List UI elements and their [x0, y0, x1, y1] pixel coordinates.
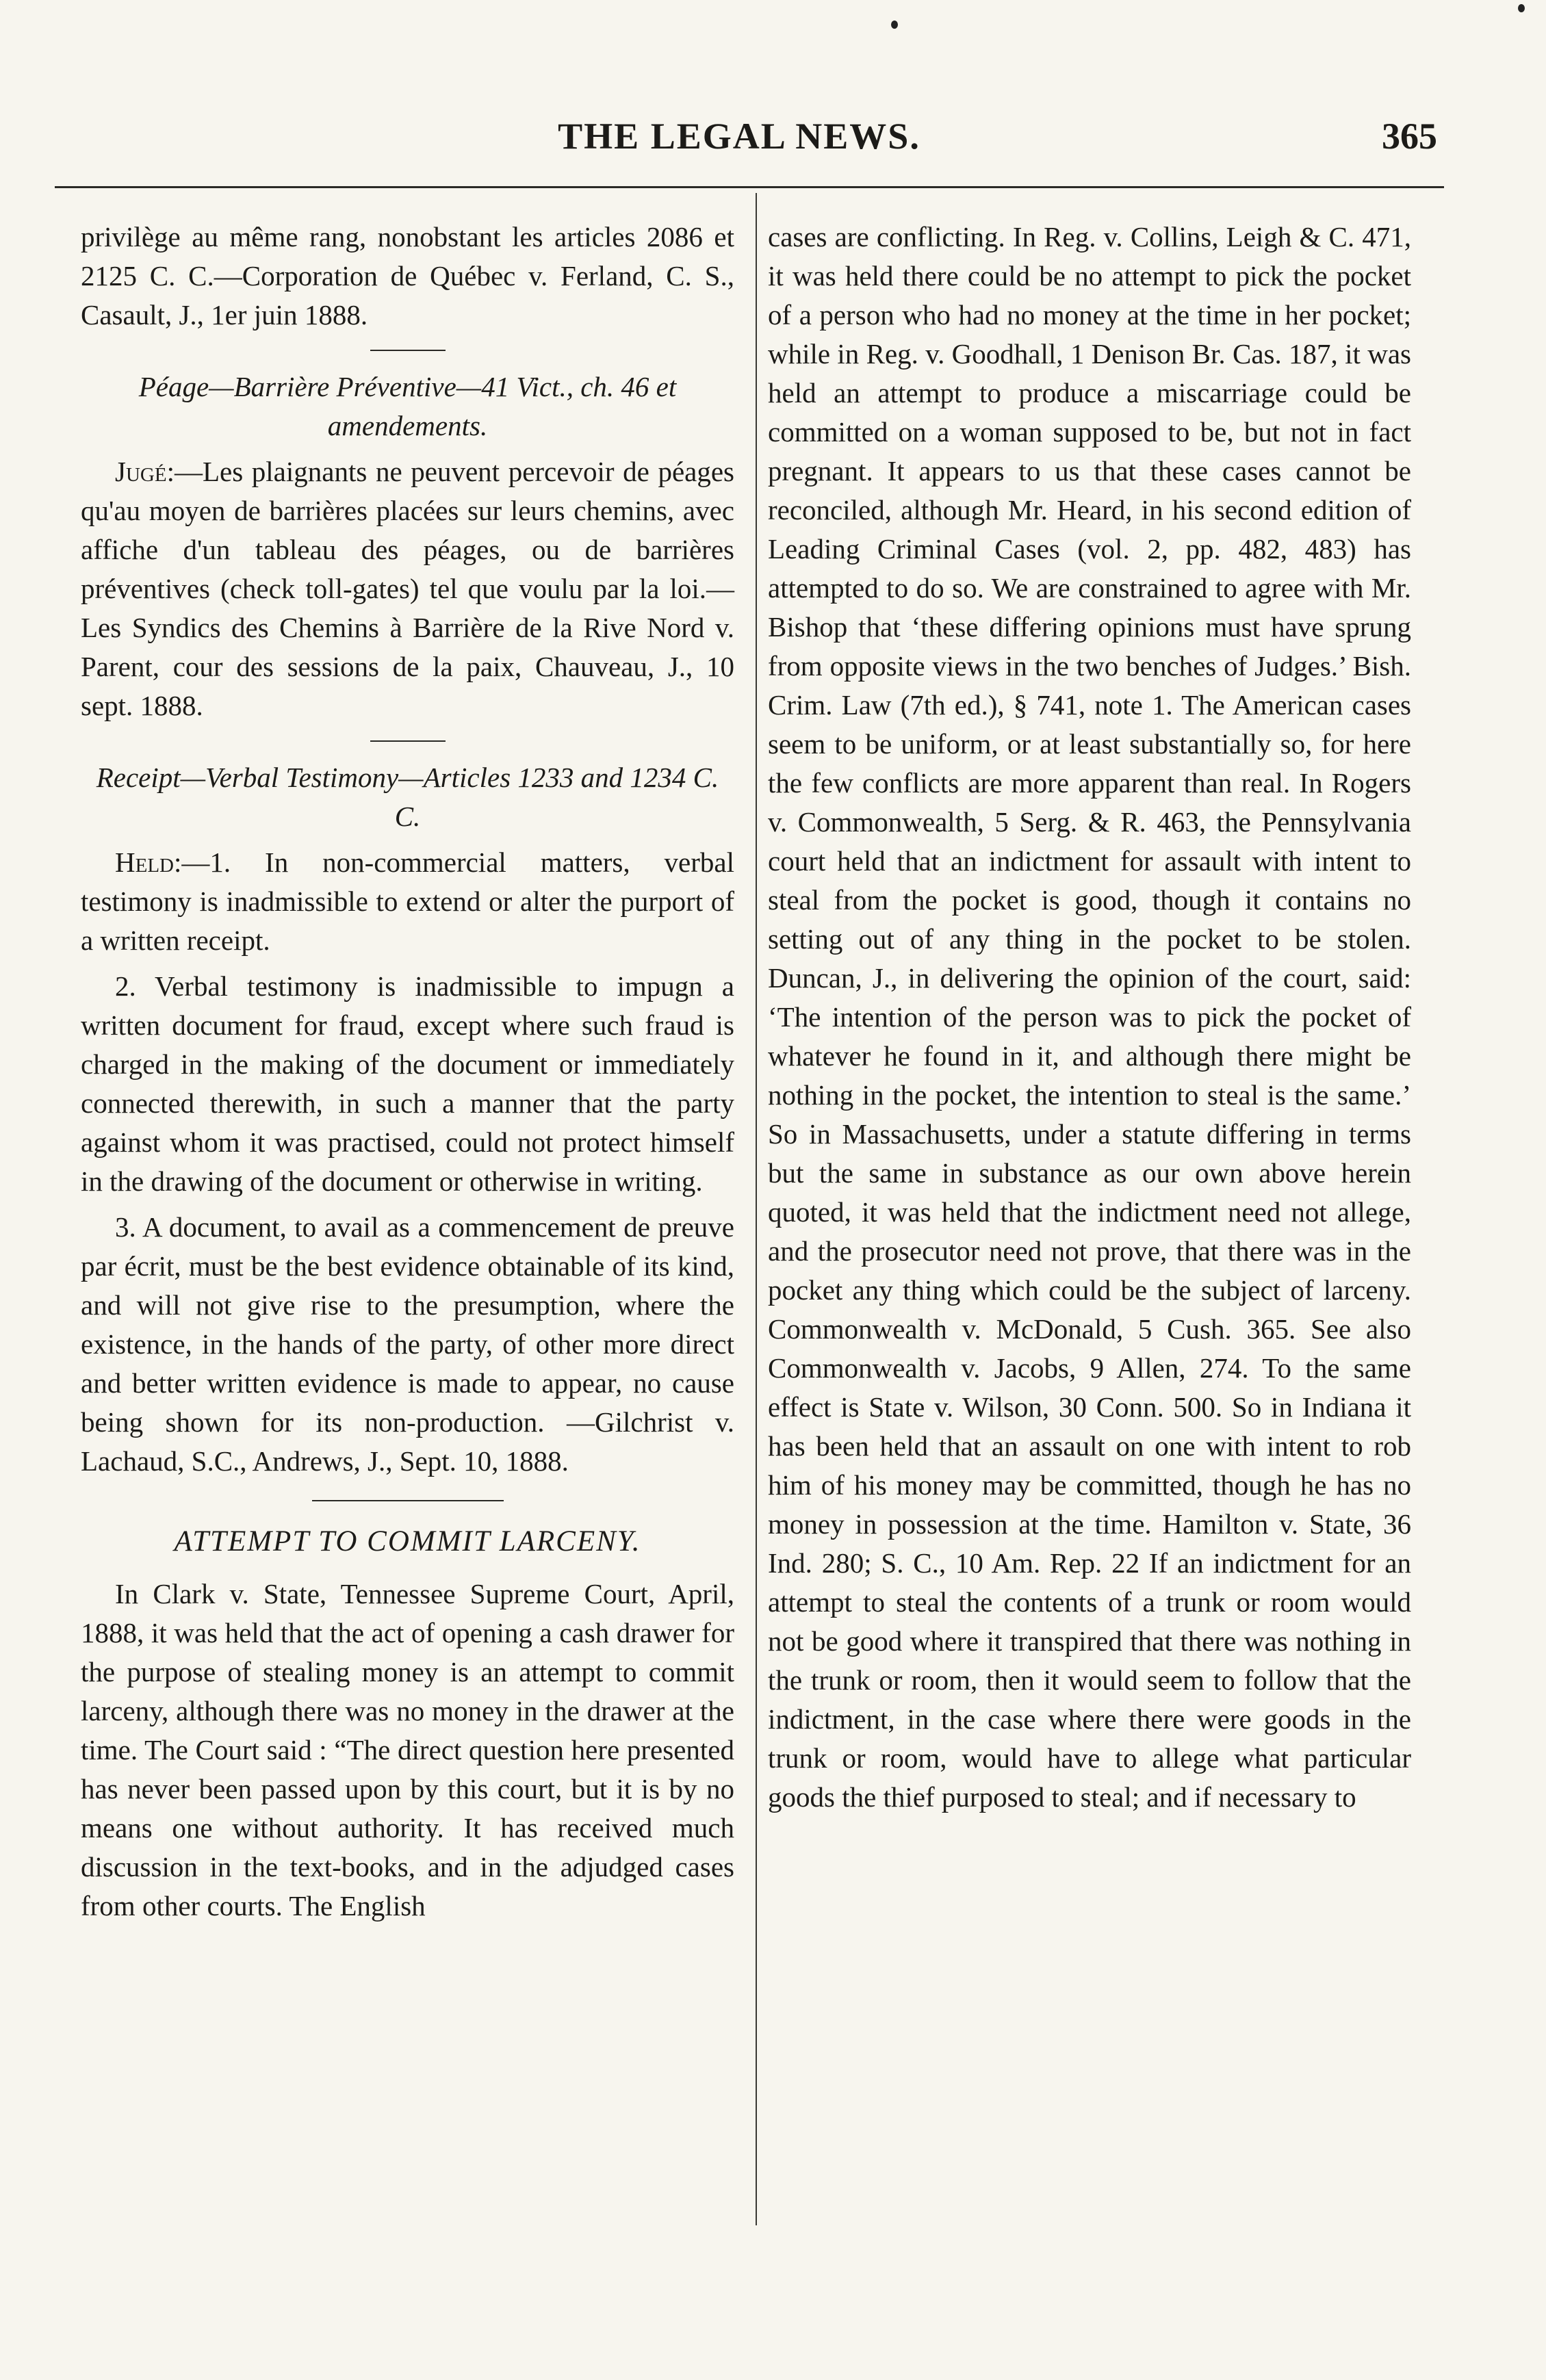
section-rule [370, 350, 446, 351]
page-header [41, 115, 1437, 170]
paragraph-continuation: cases are conflicting. In Reg. v. Collins, Leigh & C. 471, it was held there could be no attempt to pick the pocket of a person who had no money at the time in her pocket; while in Reg. v. Goodhall, 1 Denison Br. Cas. 187, it was held an attempt to produce a miscarriage could be committed on a woman supposed to be, but not in fact pregnant. It appears to us that these cases cannot be reconciled, although Mr. Heard, in his second edition of Leading Criminal Cases (vol. 2, pp. 482, 483) has attempted to do so. We are constrained to agree with Mr. Bishop that ‘these differing opinions must have sprung from opposite views in the two benches of Judges.’ Bish. Crim. Law (7th ed.), § 741, note 1. The American cases seem to be uniform, or at least substantially so, for here the few conflicts are more apparent than real. In Rogers v. Commonwealth, 5 Serg. & R. 463, the Pennsylvania court held that an indictment for assault with intent to steal from the pocket is good, though it contains no setting out of any thing in the pocket to be stolen. Duncan, J., in delivering the opinion of the court, said: ‘The intention of the person was to pick the pocket of whatever he found in it, and although there might be nothing in the pocket, the intention to steal is the same.’ So in Massachusetts, under a statute differing in terms but the same in substance as our own above herein quoted, it was held that the indictment need not allege, and the prosecutor need not prove, that there was in the pocket any thing which could be the subject of larceny. Commonwealth v. McDonald, 5 Cush. 365. See also Commonwealth v. Jacobs, 9 Allen, 274. To the same effect is State v. Wilson, 30 Conn. 500. So in Indiana it has been held that an assault on one with intent to rob him of his money may be committed, though he has no money in possession at the time. Hamilton v. State, 36 Ind. 280; S. C., 10 Am. Rep. 22 If an indictment for an attempt to steal the contents of a trunk or room would not be good where it transpired that there was nothing in the trunk or room, then it would seem to follow that the indictment, in the case where there were goods in the trunk or room, would have to allege what particular goods the thief purposed to steal; and if necessary to [768, 221, 1411, 1813]
ink-speck [891, 21, 898, 29]
paragraph-juge [81, 452, 734, 725]
held-label: Held [115, 846, 174, 878]
juge-label: Jugé [115, 456, 167, 487]
page-number: 365 [1382, 116, 1437, 157]
paragraph-held-3: 3. A document, to avail as a commencement de preuve par écrit, must be the best evidence obtainable of its kind, and will not give rise to the presumption, where the existence, in the hands of the party, of other more direct and better written evidence is made to appear, no cause being shown for its non-production. —Gilchrist v. Lachaud, S.C., Andrews, J., Sept. 10, 1888. [81, 1211, 734, 1477]
paragraph-held-1 [81, 843, 734, 960]
heading-receipt: Receipt—Verbal Testimony—Articles 1233 and 1234 C. C. [96, 762, 719, 832]
journal-title: THE LEGAL NEWS. [558, 116, 920, 157]
left-column [81, 218, 734, 1932]
paragraph-held-2: 2. Verbal testimony is inadmissible to impugn a written document for fraud, except where such fraud is charged in the making of the document or immediately connected therewith, in such a manner that the party against whom it was practised, could not protect himself in the drawing of the document or otherwise in writing. [81, 970, 734, 1197]
held-text-1: :—1. In non-commercial matters, verbal testimony is inadmissible to extend or alter the purport of a written receipt. [81, 846, 734, 956]
section-rule [370, 740, 446, 742]
header-rule [55, 186, 1444, 188]
article-rule [312, 1500, 504, 1501]
right-column [768, 218, 1411, 1824]
article-title: ATTEMPT TO COMMIT LARCENY. [174, 1525, 641, 1557]
ink-speck [1518, 4, 1525, 12]
paragraph-attempt: In Clark v. State, Tennessee Supreme Court, April, 1888, it was held that the act of opening a cash drawer for the purpose of stealing money is an attempt to commit larceny, although there was no money in the drawer at the time. The Court said : “The direct question here presented has never been passed upon by this court, but it is by no means one without authority. It has received much discussion in the text-books, and in the adjudged cases from other courts. The English [81, 1578, 734, 1922]
heading-peage: Péage—Barrière Préventive—41 Vict., ch. 46 et amendements. [138, 371, 677, 441]
column-divider [756, 193, 757, 2225]
juge-text: :—Les plaignants ne peuvent percevoir de péages qu'au moyen de barrières placées sur leurs chemins, avec affiche d'un tableau des péages, ou de barrières préventives (check toll-gates) tel que voulu par la loi.—Les Syndics des Chemins à Barrière de la Rive Nord v. Parent, cour des sessions de la paix, Chauveau, J., 10 sept. 1888. [81, 456, 734, 721]
paragraph-quebec-ferland: privilège au même rang, nonobstant les articles 2086 et 2125 C. C.—Corporation de Québec v. Ferland, C. S., Casault, J., 1er juin 1888. [81, 221, 734, 331]
